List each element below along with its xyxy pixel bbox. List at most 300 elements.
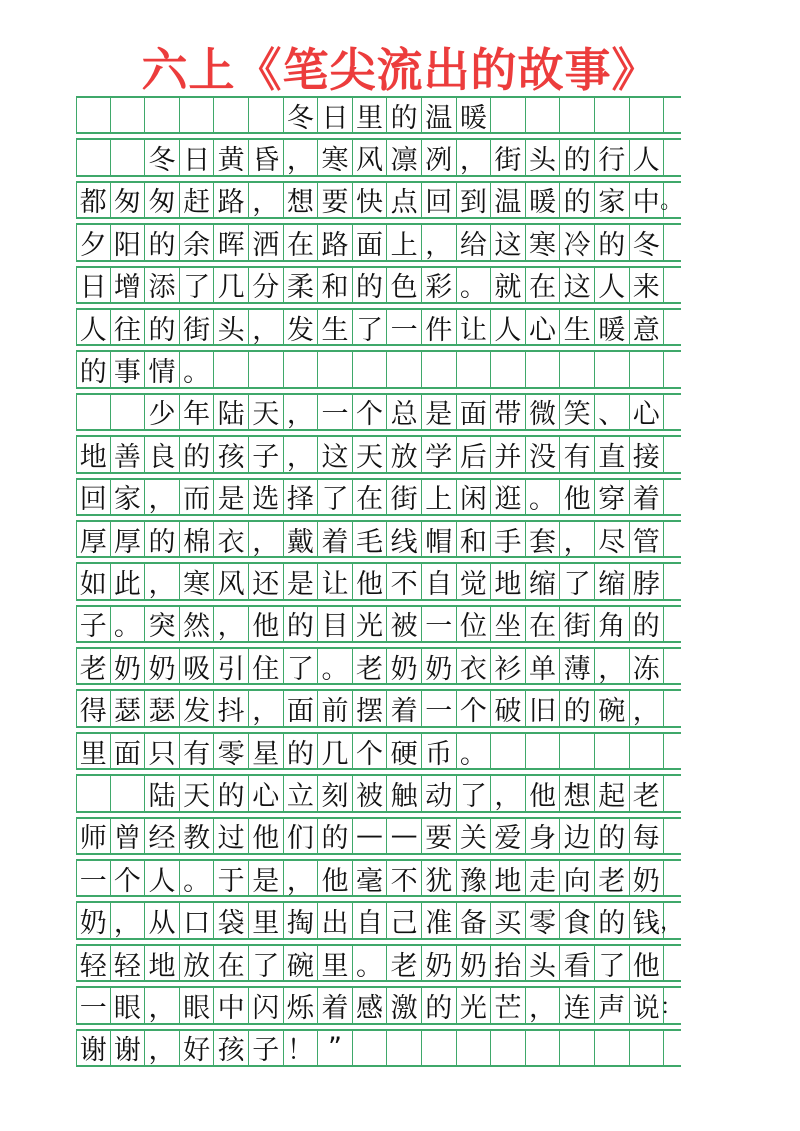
grid-cell: 激 <box>387 988 422 1022</box>
grid-cell: 芒 <box>491 988 526 1022</box>
grid-cell: 个 <box>353 395 388 429</box>
grid-cell: 着 <box>387 691 422 725</box>
grid-cell: 冬 <box>145 140 180 174</box>
composition-grid <box>76 96 681 1067</box>
grid-cell <box>214 98 249 132</box>
grid-cell: 匆 <box>111 183 146 217</box>
grid-cell: 一 <box>76 861 111 895</box>
grid-cell <box>180 98 215 132</box>
grid-cell: 得 <box>76 691 111 725</box>
grid-row <box>76 562 681 600</box>
grid-row <box>76 223 681 261</box>
grid-cell <box>595 352 630 386</box>
grid-cell: 头 <box>526 946 561 980</box>
grid-cell <box>353 352 388 386</box>
grid-cell: 。 <box>660 189 683 215</box>
grid-cell: 瑟 <box>111 691 146 725</box>
grid-cell: 经 <box>145 819 180 853</box>
grid-cell: 晖 <box>214 225 249 259</box>
grid-cell: 一 <box>387 310 422 344</box>
grid-cell <box>526 734 561 768</box>
grid-row <box>76 732 681 770</box>
grid-cell: 轻 <box>76 946 111 980</box>
grid-cell <box>595 1031 630 1065</box>
grid-cell <box>387 1031 422 1065</box>
grid-cell: 衣 <box>457 649 492 683</box>
grid-cell: 天 <box>180 776 215 810</box>
grid-cell: 微 <box>526 395 561 429</box>
grid-cell: 连 <box>560 988 595 1022</box>
grid-cell: 洒 <box>249 225 284 259</box>
grid-cell: 几 <box>318 734 353 768</box>
grid-cell: 闲 <box>457 480 492 514</box>
grid-cell: 着 <box>318 988 353 1022</box>
grid-cell: 地 <box>76 437 111 471</box>
grid-cell: 的 <box>595 225 630 259</box>
grid-cell: 街 <box>387 480 422 514</box>
grid-cell: 柔 <box>284 268 319 302</box>
grid-cell: 瑟 <box>145 691 180 725</box>
grid-cell: 笑 <box>560 395 595 429</box>
grid-row <box>76 478 681 516</box>
grid-cell: 只 <box>145 734 180 768</box>
grid-cell: ， <box>595 649 630 683</box>
grid-cell: ， <box>145 1031 180 1065</box>
grid-cell: 薄 <box>560 649 595 683</box>
grid-cell: 不 <box>387 564 422 598</box>
grid-cell: 奶 <box>76 903 111 937</box>
grid-cell: 里 <box>76 734 111 768</box>
grid-cell: 逛 <box>491 480 526 514</box>
grid-cell: 生 <box>318 310 353 344</box>
grid-row <box>76 520 681 558</box>
grid-cell: 他 <box>249 819 284 853</box>
grid-cell: 是 <box>214 480 249 514</box>
grid-cell: 的 <box>630 607 665 641</box>
grid-cell: 刻 <box>318 776 353 810</box>
grid-cell: 添 <box>145 268 180 302</box>
grid-cell: 增 <box>111 268 146 302</box>
grid-cell: 是 <box>249 861 284 895</box>
grid-cell: 尽 <box>595 522 630 556</box>
grid-cell: ， <box>214 607 249 641</box>
grid-cell <box>491 1031 526 1065</box>
grid-cell: 选 <box>249 480 284 514</box>
grid-cell: 。 <box>457 268 492 302</box>
grid-cell: 己 <box>387 903 422 937</box>
grid-cell: 想 <box>560 776 595 810</box>
grid-cell: 住 <box>249 649 284 683</box>
grid-cell: 让 <box>457 310 492 344</box>
grid-cell: 引 <box>214 649 249 683</box>
grid-cell: 路 <box>318 225 353 259</box>
grid-cell: 孩 <box>214 437 249 471</box>
grid-cell: 要 <box>318 183 353 217</box>
grid-cell: ， <box>249 522 284 556</box>
grid-cell: 的 <box>145 310 180 344</box>
grid-cell: 子 <box>76 607 111 641</box>
grid-cell: 谢 <box>76 1031 111 1065</box>
grid-cell: 个 <box>353 734 388 768</box>
grid-cell: 。 <box>526 480 561 514</box>
grid-cell: 如 <box>76 564 111 598</box>
grid-cell: 到 <box>457 183 492 217</box>
grid-cell: 破 <box>491 691 526 725</box>
grid-cell: 了 <box>318 480 353 514</box>
grid-cell <box>353 1031 388 1065</box>
grid-cell: 回 <box>76 480 111 514</box>
grid-cell: 了 <box>595 946 630 980</box>
grid-cell: — <box>353 819 388 853</box>
grid-cell <box>630 352 665 386</box>
grid-cell: 奶 <box>145 649 180 683</box>
grid-cell: ， <box>145 564 180 598</box>
grid-cell: ， <box>660 910 683 936</box>
grid-cell: 着 <box>318 522 353 556</box>
grid-cell: 几 <box>214 268 249 302</box>
grid-cell: 在 <box>526 607 561 641</box>
grid-cell: 家 <box>595 183 630 217</box>
grid-cell: 带 <box>491 395 526 429</box>
grid-cell <box>560 98 595 132</box>
grid-cell: 在 <box>284 225 319 259</box>
grid-cell: 了 <box>457 776 492 810</box>
grid-cell: 没 <box>526 437 561 471</box>
grid-cell: 日 <box>180 140 215 174</box>
grid-cell: 毫 <box>353 861 388 895</box>
grid-cell <box>457 1031 492 1065</box>
grid-cell: 生 <box>560 310 595 344</box>
grid-cell: 彩 <box>422 268 457 302</box>
grid-cell: 师 <box>76 819 111 853</box>
grid-cell: 光 <box>353 607 388 641</box>
grid-cell: 少 <box>145 395 180 429</box>
grid-cell: 面 <box>353 225 388 259</box>
grid-row <box>76 266 681 304</box>
grid-cell <box>560 352 595 386</box>
grid-cell <box>284 352 319 386</box>
grid-cell: 发 <box>180 691 215 725</box>
grid-cell: 老 <box>353 649 388 683</box>
grid-cell: 街 <box>180 310 215 344</box>
grid-cell: 好 <box>180 1031 215 1065</box>
grid-cell <box>630 98 665 132</box>
grid-cell: 孩 <box>214 1031 249 1065</box>
grid-cell: 日 <box>318 98 353 132</box>
grid-cell: ： <box>660 994 683 1020</box>
grid-cell: 管 <box>630 522 665 556</box>
grid-cell: 了 <box>249 946 284 980</box>
grid-cell: 关 <box>457 819 492 853</box>
grid-cell <box>76 395 111 429</box>
grid-cell: 。 <box>111 607 146 641</box>
grid-cell: 暖 <box>526 183 561 217</box>
grid-cell: 昏 <box>249 140 284 174</box>
grid-cell: ， <box>145 480 180 514</box>
grid-cell: 眼 <box>180 988 215 1022</box>
grid-cell: ， <box>284 140 319 174</box>
grid-cell: 碗 <box>595 691 630 725</box>
grid-cell: 奶 <box>387 649 422 683</box>
grid-cell: 的 <box>560 140 595 174</box>
grid-row <box>76 986 681 1024</box>
grid-cell: 从 <box>145 903 180 937</box>
grid-cell: 的 <box>145 522 180 556</box>
grid-cell: 奶 <box>111 649 146 683</box>
grid-cell: 学 <box>422 437 457 471</box>
grid-cell <box>595 734 630 768</box>
grid-cell: 往 <box>111 310 146 344</box>
grid-cell: 善 <box>111 437 146 471</box>
grid-cell: 里 <box>353 98 388 132</box>
grid-cell: 的 <box>180 437 215 471</box>
grid-row <box>76 181 681 219</box>
grid-cell: 光 <box>457 988 492 1022</box>
grid-cell: 暖 <box>457 98 492 132</box>
grid-cell: 街 <box>560 607 595 641</box>
grid-cell: 让 <box>318 564 353 598</box>
grid-cell: 爱 <box>491 819 526 853</box>
grid-cell: 点 <box>387 183 422 217</box>
grid-cell: 衫 <box>491 649 526 683</box>
grid-row <box>76 859 681 897</box>
grid-cell: 来 <box>630 268 665 302</box>
grid-row <box>76 350 681 388</box>
grid-cell: 情 <box>145 352 180 386</box>
grid-cell: 快 <box>353 183 388 217</box>
grid-row <box>76 647 681 685</box>
grid-cell: 一 <box>422 691 457 725</box>
grid-cell: 穿 <box>595 480 630 514</box>
grid-cell: 的 <box>284 607 319 641</box>
grid-cell: 此 <box>111 564 146 598</box>
grid-cell: — <box>387 819 422 853</box>
grid-cell: 口 <box>180 903 215 937</box>
grid-cell: 着 <box>630 480 665 514</box>
grid-cell: 。 <box>180 352 215 386</box>
grid-row <box>76 435 681 473</box>
grid-cell <box>491 352 526 386</box>
grid-cell: 零 <box>526 903 561 937</box>
grid-cell: 面 <box>111 734 146 768</box>
grid-cell <box>145 98 180 132</box>
grid-cell: 个 <box>457 691 492 725</box>
grid-cell: ， <box>560 522 595 556</box>
grid-cell: 买 <box>491 903 526 937</box>
grid-cell: 冽 <box>422 140 457 174</box>
grid-cell: 寒 <box>526 225 561 259</box>
grid-cell: 在 <box>526 268 561 302</box>
grid-cell: ， <box>284 395 319 429</box>
grid-cell: 色 <box>387 268 422 302</box>
grid-cell: 硬 <box>387 734 422 768</box>
grid-row <box>76 774 681 812</box>
grid-cell: 面 <box>457 395 492 429</box>
grid-cell: 风 <box>214 564 249 598</box>
grid-cell: 他 <box>526 776 561 810</box>
grid-cell: 他 <box>353 564 388 598</box>
grid-cell: 寒 <box>318 140 353 174</box>
grid-cell: 头 <box>214 310 249 344</box>
grid-cell: 的 <box>214 776 249 810</box>
grid-cell: 他 <box>560 480 595 514</box>
grid-cell: 毛 <box>353 522 388 556</box>
grid-cell: 这 <box>491 225 526 259</box>
grid-row <box>76 605 681 643</box>
grid-cell: 身 <box>526 819 561 853</box>
grid-cell: 面 <box>284 691 319 725</box>
grid-cell: 曾 <box>111 819 146 853</box>
grid-cell: 感 <box>353 988 388 1022</box>
grid-cell: 眼 <box>111 988 146 1022</box>
grid-cell: 的 <box>145 225 180 259</box>
grid-row <box>76 901 681 939</box>
grid-cell: 一 <box>76 988 111 1022</box>
grid-cell: 旧 <box>526 691 561 725</box>
grid-row <box>76 308 681 346</box>
grid-row <box>76 138 681 176</box>
grid-cell: 套 <box>526 522 561 556</box>
grid-cell: 都 <box>76 183 111 217</box>
grid-row <box>76 393 681 431</box>
grid-cell: 地 <box>491 861 526 895</box>
grid-cell: 在 <box>353 480 388 514</box>
grid-cell: 的 <box>595 903 630 937</box>
grid-cell <box>595 98 630 132</box>
grid-cell: 、 <box>595 395 630 429</box>
grid-cell: 一 <box>422 607 457 641</box>
grid-cell: 温 <box>422 98 457 132</box>
grid-cell <box>249 98 284 132</box>
grid-cell: 上 <box>422 480 457 514</box>
grid-cell: 自 <box>353 903 388 937</box>
grid-cell: 吸 <box>180 649 215 683</box>
grid-cell: 厚 <box>76 522 111 556</box>
grid-row <box>76 96 681 134</box>
grid-cell: 地 <box>491 564 526 598</box>
grid-cell: 还 <box>249 564 284 598</box>
grid-cell: 总 <box>387 395 422 429</box>
grid-cell: 发 <box>284 310 319 344</box>
grid-cell: 的 <box>318 819 353 853</box>
grid-cell <box>560 1031 595 1065</box>
grid-cell: ， <box>145 988 180 1022</box>
grid-cell: 起 <box>595 776 630 810</box>
grid-cell: 袋 <box>214 903 249 937</box>
grid-row <box>76 689 681 727</box>
grid-cell <box>318 352 353 386</box>
grid-cell: 立 <box>284 776 319 810</box>
grid-cell: 和 <box>457 522 492 556</box>
grid-cell: 教 <box>180 819 215 853</box>
grid-cell: ， <box>491 776 526 810</box>
grid-cell <box>111 140 146 174</box>
grid-cell: 说 <box>630 988 665 1022</box>
grid-cell: 出 <box>318 903 353 937</box>
grid-cell: 向 <box>560 861 595 895</box>
grid-cell: 然 <box>180 607 215 641</box>
grid-cell: 个 <box>111 861 146 895</box>
grid-cell: 犹 <box>422 861 457 895</box>
grid-cell: 被 <box>387 607 422 641</box>
grid-cell: 奶 <box>630 861 665 895</box>
grid-cell: ， <box>526 988 561 1022</box>
grid-cell: 件 <box>422 310 457 344</box>
grid-cell <box>526 1031 561 1065</box>
grid-cell: 人 <box>145 861 180 895</box>
grid-cell: 分 <box>249 268 284 302</box>
grid-cell <box>526 352 561 386</box>
grid-cell: 食 <box>560 903 595 937</box>
grid-cell: 是 <box>284 564 319 598</box>
grid-cell: 冷 <box>560 225 595 259</box>
grid-cell <box>422 352 457 386</box>
grid-cell: 的 <box>422 988 457 1022</box>
grid-cell: 脖 <box>630 564 665 598</box>
grid-cell: 路 <box>214 183 249 217</box>
grid-cell <box>630 734 665 768</box>
grid-cell: 暖 <box>595 310 630 344</box>
grid-cell: 的 <box>560 183 595 217</box>
grid-cell: 黄 <box>214 140 249 174</box>
grid-cell: 戴 <box>284 522 319 556</box>
grid-cell: 想 <box>284 183 319 217</box>
grid-cell: 了 <box>284 649 319 683</box>
grid-cell: ， <box>249 183 284 217</box>
grid-cell: 上 <box>387 225 422 259</box>
grid-cell: 后 <box>457 437 492 471</box>
grid-cell: 并 <box>491 437 526 471</box>
grid-cell: 自 <box>422 564 457 598</box>
grid-cell: 的 <box>595 819 630 853</box>
grid-cell: 子 <box>249 437 284 471</box>
grid-cell: 有 <box>560 437 595 471</box>
grid-cell: 天 <box>353 437 388 471</box>
grid-cell: 目 <box>318 607 353 641</box>
grid-cell: 阳 <box>111 225 146 259</box>
grid-cell: ， <box>249 691 284 725</box>
grid-cell: 天 <box>249 395 284 429</box>
grid-cell: 奶 <box>422 946 457 980</box>
grid-cell: 奶 <box>457 946 492 980</box>
grid-cell: 准 <box>422 903 457 937</box>
grid-cell: 给 <box>457 225 492 259</box>
grid-cell: 中 <box>214 988 249 1022</box>
grid-cell: 他 <box>630 946 665 980</box>
grid-cell: 要 <box>422 819 457 853</box>
grid-cell: 棉 <box>180 522 215 556</box>
grid-cell: 币 <box>422 734 457 768</box>
grid-cell: 钱 <box>630 903 665 937</box>
grid-cell: 家 <box>111 480 146 514</box>
grid-cell: 放 <box>387 437 422 471</box>
grid-cell: ， <box>457 140 492 174</box>
grid-cell: 位 <box>457 607 492 641</box>
grid-cell: 良 <box>145 437 180 471</box>
grid-cell: 备 <box>457 903 492 937</box>
grid-cell: 老 <box>595 861 630 895</box>
grid-cell: 前 <box>318 691 353 725</box>
grid-cell: 人 <box>491 310 526 344</box>
page-title: 六上《笔尖流出的故事》 <box>141 43 659 97</box>
grid-cell: 被 <box>353 776 388 810</box>
grid-cell: 抬 <box>491 946 526 980</box>
grid-cell: 陆 <box>214 395 249 429</box>
grid-cell: 赶 <box>180 183 215 217</box>
grid-cell: 和 <box>318 268 353 302</box>
grid-cell: 们 <box>284 819 319 853</box>
grid-cell: 每 <box>630 819 665 853</box>
